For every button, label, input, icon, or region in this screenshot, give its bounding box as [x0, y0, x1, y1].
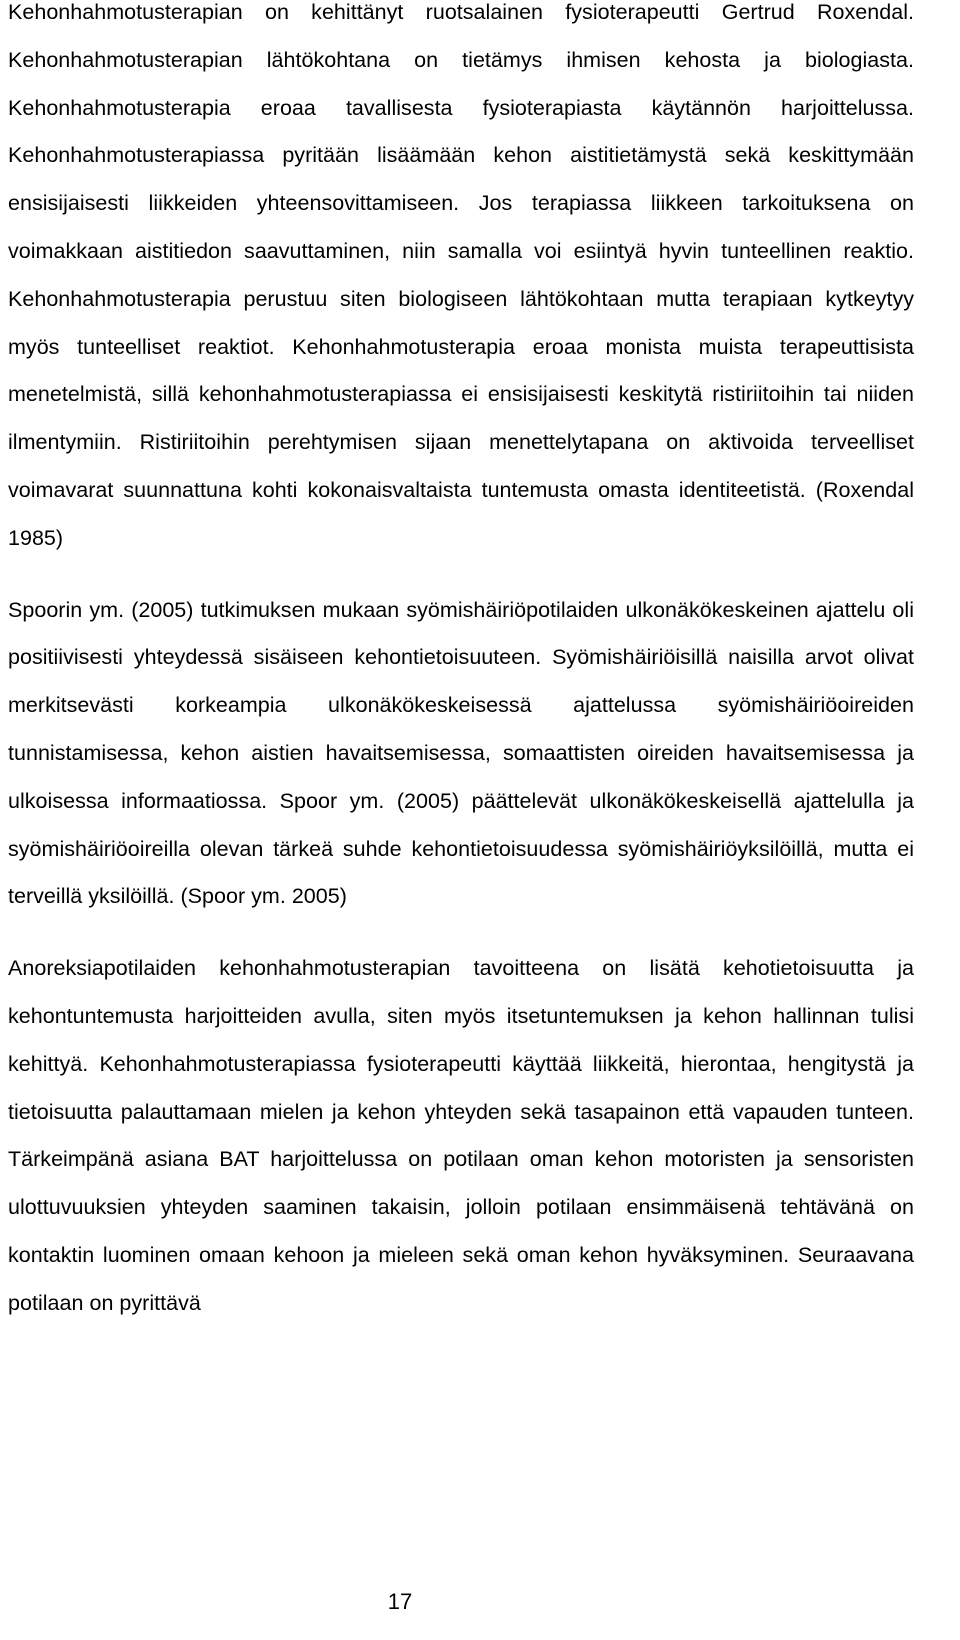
paragraph-body-awareness-therapy: Kehonhahmotusterapian on kehittänyt ruotsalainen fysioterapeutti Gertrud Roxendal. Kehonhahmotusterapian lähtökohtana on tietämys ihmisen kehosta ja biologiasta. Kehonhahmotusterapia eroaa tavallisesta fysioterapiasta käytännön harjoittelussa. Kehonhahmotusterapiassa pyritään lisäämään kehon aistitietämystä sekä keskittymään ensisijaisesti liikkeiden yhteensovittamiseen. Jos terapiassa liikkeen tarkoituksena on voimakkaan aistitiedon saavuttaminen, niin samalla voi esiintyä hyvin tunteellinen reaktio. Kehonhahmotusterapia perustuu siten biologiseen lähtökohtaan mutta terapiaan kytkeytyy myös tunteelliset reaktiot. Kehonhahmotusterapia eroaa monista muista terapeuttisista menetelmistä, sillä kehonhahmotusterapiassa ei ensisijaisesti keskitytä ristiriitoihin tai niiden ilmentymiin. Ristiriitoihin perehtymisen sijaan menettelytapana on aktivoida terveelliset voimavarat suunnattuna kohti kokonaisvaltaista tuntemusta omasta identiteetistä. (Roxendal 1985) — [8, 0, 914, 550]
page-number: 17 — [387, 1589, 413, 1614]
body-text — [8, 0, 914, 1328]
paragraph-anorexia-therapy-goals: Anoreksiapotilaiden kehonhahmotusterapian tavoitteena on lisätä kehotietoisuutta ja kehontuntemusta harjoitteiden avulla, siten myös itsetuntemuksen ja kehon hallinnan tulisi kehittyä. Kehonhahmotusterapiassa fysioterapeutti käyttää liikkeitä, hierontaa, hengitystä ja tietoisuutta palauttamaan mielen ja kehon yhteyden sekä tasapainon että vapauden tunteen. Tärkeimpänä asiana BAT harjoittelussa on potilaan oman kehon motoristen ja sensoristen ulottuvuuksien yhteyden saaminen takaisin, jolloin potilaan ensimmäisenä tehtävänä on kontaktin luominen omaan kehoon ja mieleen sekä oman kehon hyväksyminen. Seuraavana potilaan on pyrittävä — [8, 956, 914, 1315]
paragraph-spoor-study: Spoorin ym. (2005) tutkimuksen mukaan syömishäiriöpotilaiden ulkonäkökeskeinen ajattelu oli positiivisesti yhteydessä sisäiseen kehontietoisuuteen. Syömishäiriöisillä naisilla arvot olivat merkitsevästi korkeampia ulkonäkökeskeisessä ajattelussa syömishäiriöoireiden tunnistamisessa, kehon aistien havaitsemisessa, somaattisten oireiden havaitsemisessa ja ulkoisessa informaatiossa. Spoor ym. (2005) päättelevät ulkonäkökeskeisellä ajattelulla ja syömishäiriöoireilla olevan tärkeä suhde kehontietoisuudessa syömishäiriöyksilöillä, mutta ei terveillä yksilöillä. (Spoor ym. 2005) — [8, 597, 914, 909]
